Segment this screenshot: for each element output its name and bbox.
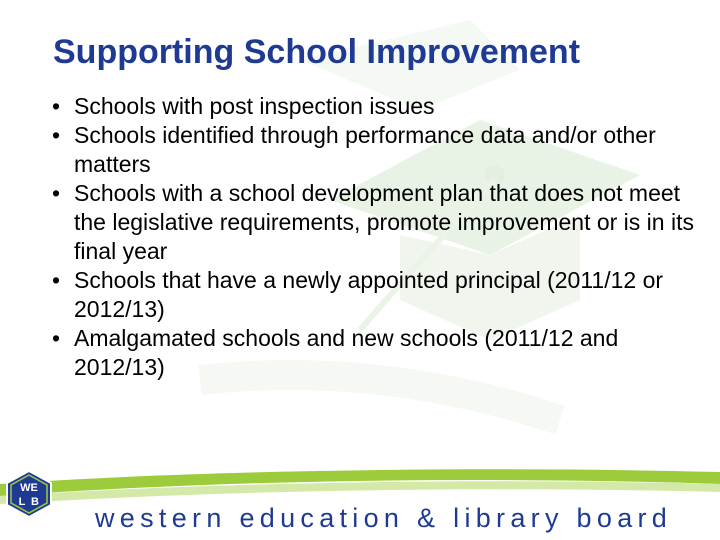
bullet-list [52, 92, 712, 382]
bullet-glyph: • [52, 122, 61, 148]
logo-text-line: B [31, 496, 39, 508]
bullet-text: Schools with post inspection issues [74, 93, 435, 119]
logo-text-line: L [18, 496, 26, 508]
bullet-glyph: • [52, 93, 61, 119]
bullet-item [52, 92, 712, 121]
bullet-item [52, 324, 712, 382]
bullet-item [52, 179, 712, 266]
bullet-text: Schools identified through performance data and/or other matters [74, 122, 656, 177]
bullet-text: Schools that have a newly appointed principal (2011/12 or 2012/13) [74, 267, 664, 322]
bullet-text: Schools with a school development plan that does not meet the legislative requirements, promote improvement or is in its final year [74, 180, 694, 264]
organisation-name: western education & library board [95, 503, 673, 533]
bullet-glyph: • [52, 180, 61, 206]
bullet-glyph: • [52, 267, 61, 293]
bullet-item [52, 121, 712, 179]
bullet-text: Amalgamated schools and new schools (2011/12 and 2012/13) [74, 325, 619, 380]
bullet-glyph: • [52, 325, 61, 351]
welb-logo [5, 470, 53, 518]
logo-text-line: WE [20, 482, 38, 494]
bullet-item [52, 266, 712, 324]
slide-title: Supporting School Improvement [53, 33, 581, 71]
